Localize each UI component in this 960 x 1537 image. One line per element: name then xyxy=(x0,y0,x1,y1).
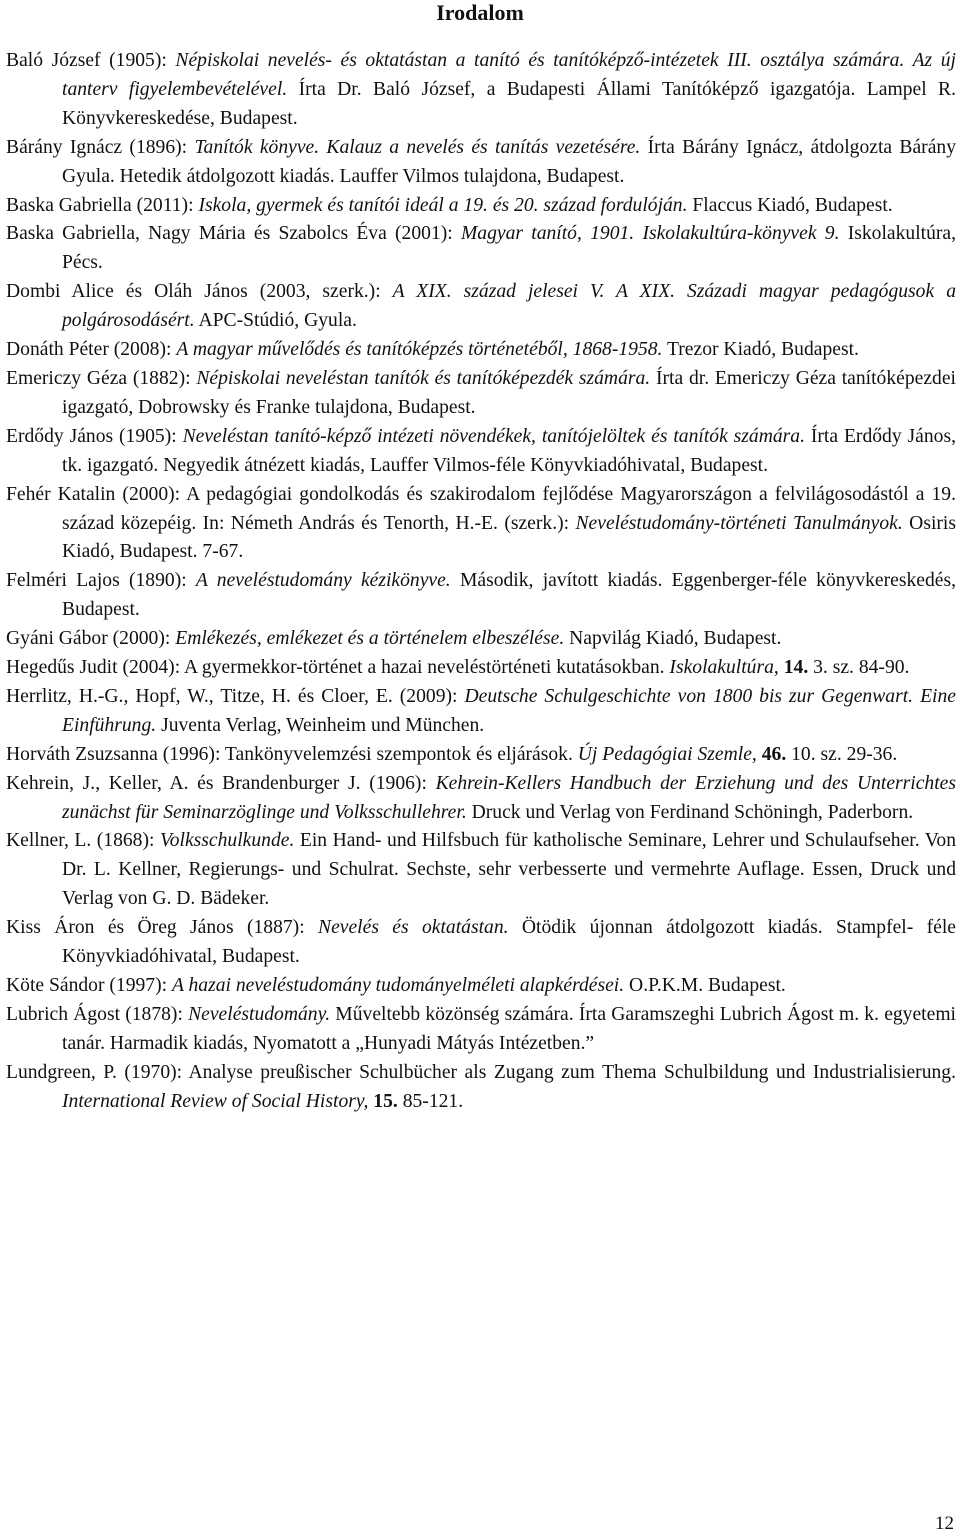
reference-entry xyxy=(6,1059,956,1117)
reference-text-segment: Baska Gabriella, Nagy Mária és Szabolcs Éva (2001): xyxy=(6,223,461,245)
reference-entry xyxy=(6,914,956,972)
reference-text-segment: Trezor Kiadó, Budapest. xyxy=(662,339,859,361)
reference-title-segment: Népiskolai nevelés- és oktatástan a tanító és tanítóképző-intézetek III. osztálya számára. Az új tanterv figyelembevételével. xyxy=(62,50,956,100)
reference-title-segment: A XIX. század jelesei V. A XIX. Századi magyar pedagógusok a polgárosodásért. xyxy=(62,281,956,332)
reference-entry xyxy=(6,827,956,914)
reference-entry xyxy=(6,1001,956,1059)
reference-entry xyxy=(6,654,956,683)
reference-entry xyxy=(6,423,956,481)
reference-text-segment: Iskolakultúra, Pécs. xyxy=(62,223,956,274)
reference-title-segment: Volksschulkunde. xyxy=(159,830,295,852)
reference-text-segment: Gyáni Gábor (2000): xyxy=(6,628,176,650)
reference-text-segment: Horváth Zsuzsanna (1996): Tankönyvelemzési szempontok és eljárások. xyxy=(6,743,578,765)
reference-entry xyxy=(6,567,956,625)
reference-title-segment: Tanítók könyve. Kalauz a nevelés és tanítás vezetésére. xyxy=(194,136,641,158)
reference-text-segment: Hegedűs Judit (2004): A gyermekkor-történet a hazai neveléstörténeti kutatásokban. xyxy=(6,657,670,679)
reference-entry xyxy=(6,683,956,741)
reference-text-segment: Írta Bárány Ignácz, átdolgozta Bárány Gyula. Hetedik átdolgozott kiadás. Lauffer Vilmos tulajdona, Budapest. xyxy=(62,136,957,187)
reference-entry xyxy=(6,278,956,336)
reference-title-segment: Magyar tanító, 1901. Iskolakultúra-könyvek 9. xyxy=(460,223,840,245)
reference-entry xyxy=(6,134,956,192)
reference-entry xyxy=(6,770,956,828)
reference-text-segment: Kiss Áron és Öreg János (1887): xyxy=(6,917,319,939)
reference-text-segment: Felméri Lajos (1890): xyxy=(6,570,196,592)
reference-text-segment: Műveltebb közönség számára. Írta Garamszeghi Lubrich Ágost m. k. egyetemi tanár. Harmadik kiadás, Nyomatott a „Hunyadi Mátyás Intézetben.” xyxy=(62,1003,957,1054)
reference-volume-segment: 15. xyxy=(373,1090,398,1112)
reference-text-segment: Herrlitz, H.-G., Hopf, W., Titze, H. és Cloer, E. (2009): xyxy=(6,685,465,707)
reference-text-segment: Köte Sándor (1997): xyxy=(6,975,172,996)
reference-entry xyxy=(6,741,956,770)
reference-text-segment: Kellner, L. (1868): xyxy=(6,830,160,852)
reference-text-segment: Donáth Péter (2008): xyxy=(6,339,177,361)
reference-list xyxy=(6,47,956,1117)
reference-text-segment: Baló József (1905): xyxy=(6,50,176,71)
page-number: 12 xyxy=(935,1513,954,1534)
reference-title-segment: Iskola, gyermek és tanítói ideál a 19. és 20. század fordulóján. xyxy=(198,194,688,216)
reference-entry xyxy=(6,220,956,278)
reference-text-segment: 10. sz. 29-36. xyxy=(786,743,898,765)
reference-text-segment: Flaccus Kiadó, Budapest. xyxy=(687,194,893,216)
reference-text-segment: Kehrein, J., Keller, A. és Brandenburger J. (1906): xyxy=(6,772,436,794)
reference-entry xyxy=(6,336,956,365)
reference-entry xyxy=(6,47,956,134)
reference-text-segment: Bárány Ignácz (1896): xyxy=(6,136,195,158)
reference-text-segment: Osiris Kiadó, Budapest. 7-67. xyxy=(62,512,956,563)
reference-text-segment: O.P.K.M. Budapest. xyxy=(624,975,786,996)
reference-title-segment: Nevelés és oktatástan. xyxy=(318,917,509,939)
reference-text-segment: Írta Erdődy János, tk. igazgató. Negyedik átnézett kiadás, Lauffer Vilmos-féle Könyvkiadóhivatal, Budapest. xyxy=(62,425,956,476)
reference-title-segment: A neveléstudomány kézikönyve. xyxy=(195,570,451,592)
reference-title-segment: Iskolakultúra, xyxy=(669,657,779,679)
reference-title-segment: Emlékezés, emlékezet és a történelem elbeszélése. xyxy=(175,628,565,650)
reference-text-segment: Dombi Alice és Oláh János (2003, szerk.): xyxy=(6,281,393,303)
reference-text-segment: Napvilág Kiadó, Budapest. xyxy=(564,628,782,650)
reference-text-segment: 85-121. xyxy=(397,1090,464,1112)
reference-entry xyxy=(6,625,956,654)
reference-title-segment: A magyar művelődés és tanítóképzés történetéből, 1868-1958. xyxy=(176,339,663,361)
reference-text-segment: 3. sz. 84-90. xyxy=(808,657,910,679)
reference-entry xyxy=(6,481,956,568)
reference-title-segment: A hazai neveléstudomány tudományelméleti alapkérdései. xyxy=(171,975,625,996)
reference-entry xyxy=(6,972,956,1001)
reference-title-segment: International Review of Social History, xyxy=(62,1090,369,1112)
reference-title-segment: Új Pedagógiai Szemle, xyxy=(577,743,757,765)
reference-entry xyxy=(6,192,956,221)
reference-text-segment: APC-Stúdió, Gyula. xyxy=(194,310,357,332)
reference-text-segment: Erdődy János (1905): xyxy=(6,425,183,447)
reference-text-segment: Írta dr. Emericzy Géza tanítóképezdei igazgató, Dobrowsky és Franke tulajdona, Budapest. xyxy=(62,367,956,418)
reference-text-segment: Fehér Katalin (2000): A pedagógiai gondolkodás és szakirodalom fejlődése Magyarországon a felvilágosodástól a 19. század közepéig. In: Németh András és Tenorth, H.-E. (szerk.): xyxy=(6,483,956,534)
reference-text-segment: Ein Hand- und Hilfsbuch für katholische Seminare, Lehrer und Schulaufseher. Von Dr. L. Kellner, Regierungs- und Schulrat. Sechste, sehr verbesserte und vermehrte Auflage. Essen, Druck und Verlag von G. D. Bädeker. xyxy=(62,830,956,910)
reference-text-segment: Lundgreen, P. (1970): Analyse preußischer Schulbücher als Zugang zum Thema Schulbildung und Industrialisierung. xyxy=(6,1061,956,1083)
reference-text-segment: Második, javított kiadás. Eggenberger-féle könyvkereskedés, Budapest. xyxy=(62,570,956,621)
reference-title-segment: Neveléstudomány-történeti Tanulmányok. xyxy=(575,512,903,534)
reference-text-segment: Lubrich Ágost (1878): xyxy=(6,1003,189,1025)
reference-text-segment: Írta Dr. Baló József, a Budapesti Állami Tanítóképző igazgatója. Lampel R. Könyvkereskedése, Budapest. xyxy=(62,78,956,129)
reference-text-segment: Juventa Verlag, Weinheim und München. xyxy=(156,714,485,736)
reference-title-segment: Népiskolai neveléstan tanítók és tanítóképezdék számára. xyxy=(196,367,651,389)
reference-title-segment: Neveléstudomány. xyxy=(188,1003,331,1025)
reference-title-segment: Neveléstan tanító-képző intézeti növendékek, tanítójelöltek és tanítók számára. xyxy=(182,425,805,447)
reference-volume-segment: 46. xyxy=(761,743,787,765)
reference-text-segment: Ötödik újonnan átdolgozott kiadás. Stampfel- féle Könyvkiadóhivatal, Budapest. xyxy=(62,917,956,968)
reference-entry xyxy=(6,365,956,423)
reference-title-segment: Deutsche Schulgeschichte von 1800 bis zur Gegenwart. Eine Einführung. xyxy=(62,685,956,736)
reference-text-segment: Druck und Verlag von Ferdinand Schöningh, Paderborn. xyxy=(466,801,914,823)
reference-title-segment: Kehrein-Kellers Handbuch der Erziehung und des Unterrichtes zunächst für Seminarzöglinge und Volksschullehrer. xyxy=(62,772,956,823)
reference-volume-segment: 14. xyxy=(783,657,809,679)
reference-text-segment: Emericzy Géza (1882): xyxy=(6,367,197,389)
reference-text-segment: Baska Gabriella (2011): xyxy=(6,194,199,216)
page-title: Irodalom xyxy=(436,0,524,25)
